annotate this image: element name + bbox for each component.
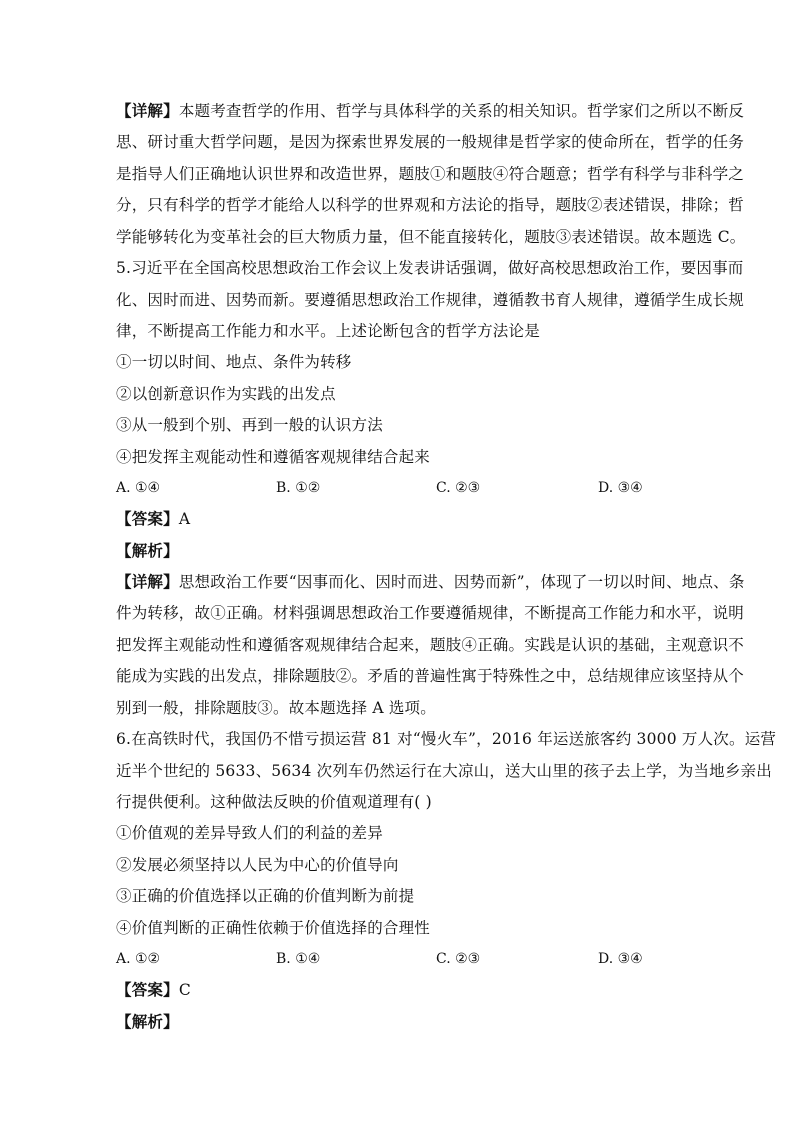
q6-option-d: D. ③④ bbox=[598, 951, 643, 967]
q6-option-b: B. ①④ bbox=[276, 951, 321, 967]
q6-option-a: A. ①② bbox=[116, 951, 161, 967]
q5-statement-1: ①一切以时间、地点、条件为转移 bbox=[116, 353, 352, 371]
q5-detail-line-1: 【详解】思想政治工作要“因事而化、因时而进、因势而新”，体现了一切以时间、地点、条 bbox=[116, 572, 745, 591]
q6-statement-2: ②发展必须坚持以人民为中心的价值导向 bbox=[116, 856, 399, 874]
q6-statement-1: ①价值观的差异导致人们的利益的差异 bbox=[116, 824, 383, 842]
explanation-line-3: 是指导人们正确地认识世界和改造世界，题肢①和题肢④符合题意；哲学有科学与非科学之 bbox=[116, 165, 745, 183]
explanation-line-4: 分，只有科学的哲学才能给人以科学的世界观和方法论的指导，题肢②表述错误，排除；哲 bbox=[116, 196, 745, 214]
q5-detail-line-2: 件为转移，故①正确。材料强调思想政治工作要遵循规律，不断提高工作能力和水平，说明 bbox=[116, 604, 745, 622]
q5-stem-line-3: 律，不断提高工作能力和水平。上述论断包含的哲学方法论是 bbox=[116, 322, 540, 340]
q5-statement-2: ②以创新意识作为实践的出发点 bbox=[116, 385, 336, 403]
q5-option-d: D. ③④ bbox=[598, 480, 643, 496]
q6-analysis-label: 【解析】 bbox=[116, 1012, 179, 1031]
q5-option-a: A. ①④ bbox=[116, 480, 161, 496]
q5-answer: 【答案】A bbox=[116, 509, 191, 528]
q6-option-c: C. ②③ bbox=[436, 951, 481, 967]
q5-statement-3: ③从一般到个别、再到一般的认识方法 bbox=[116, 416, 383, 434]
q5-detail-line-5: 别到一般，排除题肢③。故本题选择 A 选项。 bbox=[116, 699, 436, 717]
q5-analysis-label: 【解析】 bbox=[116, 541, 179, 560]
q5-detail-line-4: 能成为实践的出发点，排除题肢②。矛盾的普遍性寓于特殊性之中，总结规律应该坚持从个 bbox=[116, 667, 745, 685]
q5-option-b: B. ①② bbox=[276, 480, 321, 496]
q6-stem-line-1: 6.在高铁时代，我国仍不惜亏损运营 81 对“慢火车”，2016 年运送旅客约 3000 万人次。运营 bbox=[116, 730, 777, 748]
q6-stem-line-3: 行提供便利。这种做法反映的价值观道理有( ) bbox=[116, 793, 432, 811]
explanation-line-2: 思、研讨重大哲学问题，是因为探索世界发展的一般规律是哲学家的使命所在，哲学的任务 bbox=[116, 133, 745, 151]
explanation-line-5: 学能够转化为变革社会的巨大物质力量，但不能直接转化，题肢③表述错误。故本题选 C。 bbox=[116, 228, 746, 246]
q5-detail-line-3: 把发挥主观能动性和遵循客观规律结合起来，题肢④正确。实践是认识的基础，主观意识不 bbox=[116, 636, 745, 654]
q6-statement-3: ③正确的价值选择以正确的价值判断为前提 bbox=[116, 887, 415, 905]
explanation-line-1: 【详解】本题考查哲学的作用、哲学与具体科学的关系的相关知识。哲学家们之所以不断反 bbox=[116, 101, 745, 120]
q6-stem-line-2: 近半个世纪的 5633、5634 次列车仍然运行在大凉山，送大山里的孩子去上学，为当地乡亲出 bbox=[116, 762, 772, 780]
detail-label: 【详解】 bbox=[116, 101, 179, 120]
q6-statement-4: ④价值判断的正确性依赖于价值选择的合理性 bbox=[116, 919, 431, 937]
q5-statement-4: ④把发挥主观能动性和遵循客观规律结合起来 bbox=[116, 448, 431, 466]
q5-option-c: C. ②③ bbox=[436, 480, 481, 496]
q5-stem-line-1: 5.习近平在全国高校思想政治工作会议上发表讲话强调，做好高校思想政治工作，要因事而 bbox=[116, 259, 744, 277]
q5-stem-line-2: 化、因时而进、因势而新。要遵循思想政治工作规律，遵循教书育人规律，遵循学生成长规 bbox=[116, 291, 745, 309]
q6-answer: 【答案】C bbox=[116, 980, 191, 999]
